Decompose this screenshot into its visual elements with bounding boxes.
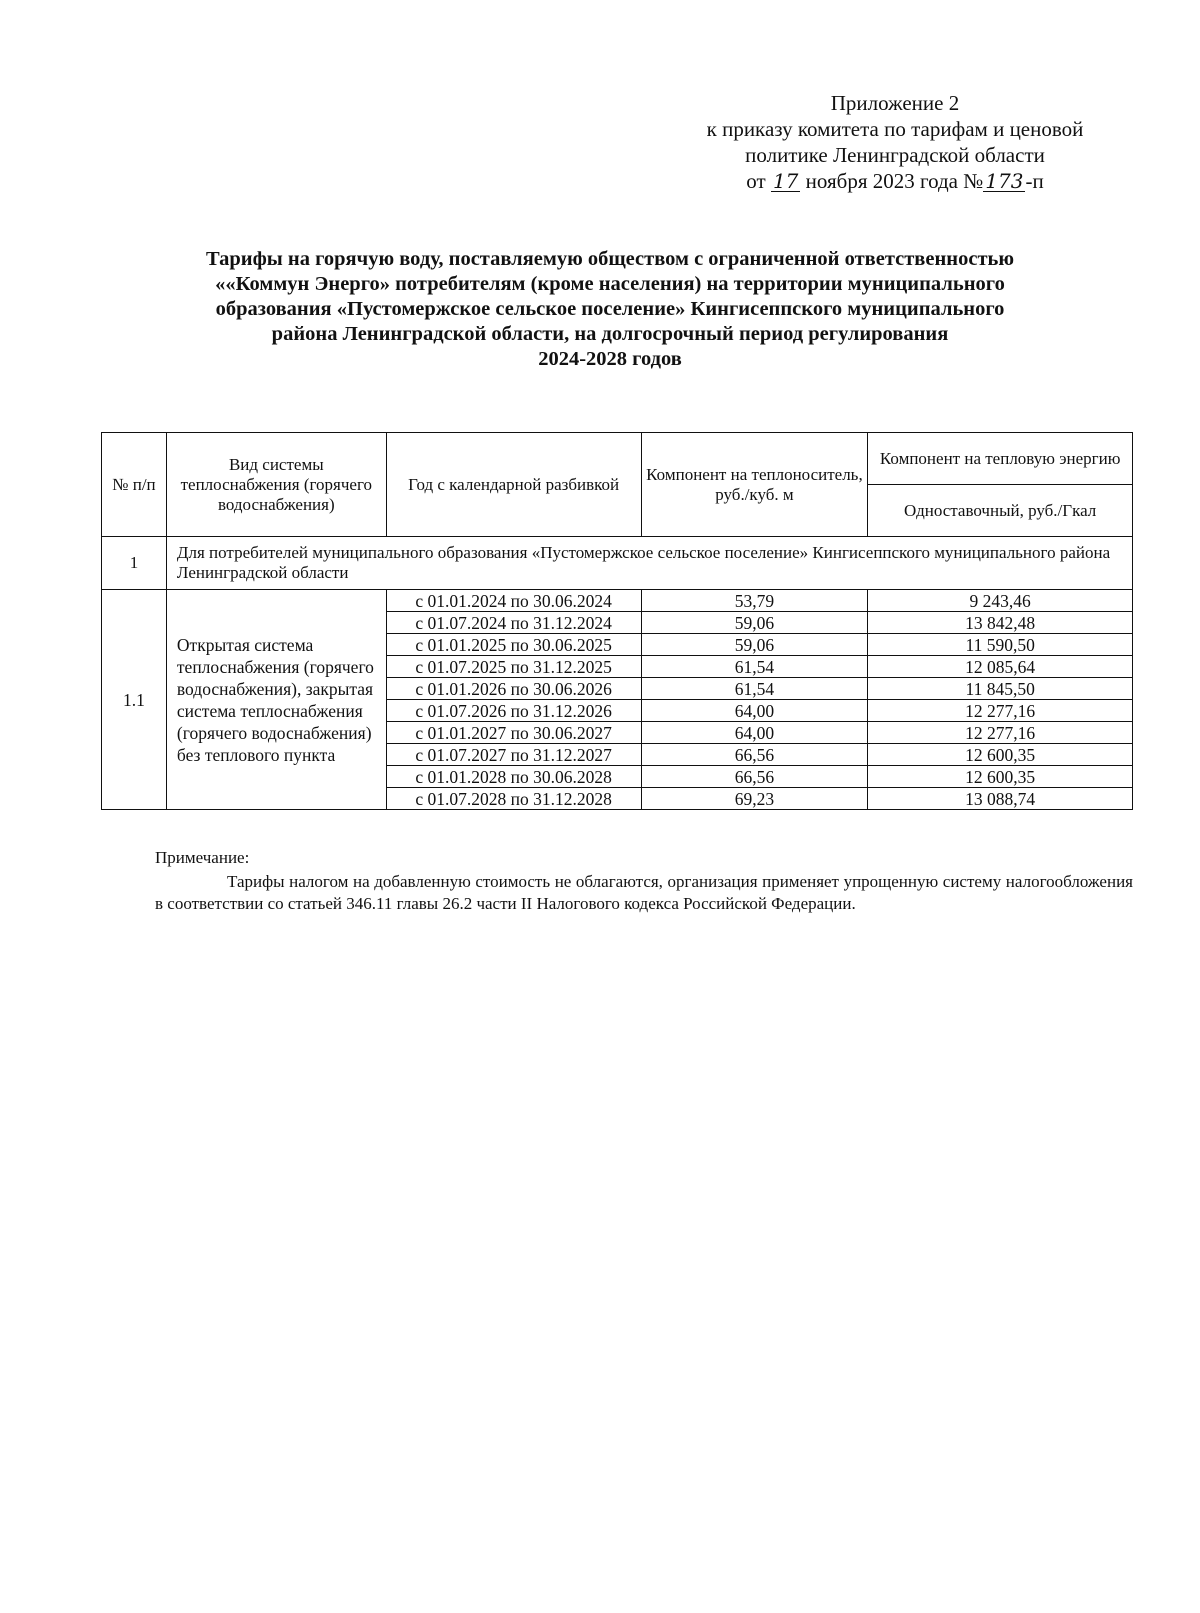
header-system: Вид системы теплоснабжения (горячего водоснабжения) (166, 433, 386, 537)
title-line-4: района Ленинградской области, на долгосрочный период регулирования (271, 323, 949, 345)
note-text: Тарифы налогом на добавленную стоимость не облагаются, организация применяет упрощенную систему налогообложения в соответствии со статьей 346.11 главы 26.2 части II Налогового кодекса Российской Федерации. (155, 872, 1133, 913)
thermal-value: 12 600,35 (868, 744, 1133, 766)
carrier-value: 69,23 (641, 788, 868, 810)
period-cell: с 01.01.2025 по 30.06.2025 (386, 634, 641, 656)
thermal-value: 12 085,64 (868, 656, 1133, 678)
period-cell: с 01.01.2028 по 30.06.2028 (386, 766, 641, 788)
annex-line-2: к приказу комитета по тарифам и ценовой (706, 117, 1084, 141)
period-cell: с 01.01.2026 по 30.06.2026 (386, 678, 641, 700)
period-cell: с 01.07.2024 по 31.12.2024 (386, 612, 641, 634)
header-thermal-sub: Одноставочный, руб./Гкал (868, 485, 1133, 537)
header-year: Год с календарной разбивкой (386, 433, 641, 537)
title-line-5: 2024-2028 годов (538, 348, 682, 370)
annex-number-suffix: -п (1025, 169, 1044, 193)
annex-header (660, 90, 1130, 194)
header-num: № п/п (102, 433, 167, 537)
handwritten-number: 173 (985, 169, 1024, 193)
header-carrier: Компонент на теплоноситель, руб./куб. м (641, 433, 868, 537)
subsection-num: 1.1 (102, 590, 167, 810)
carrier-value: 59,06 (641, 612, 868, 634)
period-cell: с 01.07.2027 по 31.12.2027 (386, 744, 641, 766)
note-heading: Примечание: (155, 848, 250, 867)
carrier-value: 53,79 (641, 590, 868, 612)
section-row (102, 537, 1133, 590)
document-title (110, 247, 1110, 372)
annex-line-3: политике Ленинградской области (745, 143, 1045, 167)
title-line-2: ««Коммун Энерго» потребителям (кроме населения) на территории муниципального (215, 273, 1005, 295)
annex-date-middle: ноября 2023 года № (805, 169, 984, 193)
thermal-value: 11 845,50 (868, 678, 1133, 700)
carrier-value: 64,00 (641, 700, 868, 722)
handwritten-day: 17 (772, 169, 799, 193)
system-type: Открытая система теплоснабжения (горячего водоснабжения), закрытая система теплоснабжения (горячего водоснабжения) без теплового пункта (166, 590, 386, 810)
carrier-value: 66,56 (641, 766, 868, 788)
carrier-value: 64,00 (641, 722, 868, 744)
period-cell: с 01.07.2025 по 31.12.2025 (386, 656, 641, 678)
thermal-value: 13 088,74 (868, 788, 1133, 810)
title-line-3: образования «Пустомержское сельское поселение» Кингисеппского муниципального (215, 298, 1005, 320)
carrier-value: 66,56 (641, 744, 868, 766)
period-cell: с 01.07.2028 по 31.12.2028 (386, 788, 641, 810)
thermal-value: 12 277,16 (868, 722, 1133, 744)
section-text: Для потребителей муниципального образования «Пустомержское сельское поселение» Кингисеппского муниципального района Ленинградской области (166, 537, 1132, 590)
thermal-value: 12 277,16 (868, 700, 1133, 722)
thermal-value: 13 842,48 (868, 612, 1133, 634)
period-cell: с 01.07.2026 по 31.12.2026 (386, 700, 641, 722)
table-row (102, 590, 1133, 612)
thermal-value: 11 590,50 (868, 634, 1133, 656)
title-line-1: Тарифы на горячую воду, поставляемую обществом с ограниченной ответственностью (205, 248, 1015, 270)
annex-line-1: Приложение 2 (830, 91, 960, 115)
carrier-value: 59,06 (641, 634, 868, 656)
header-thermal: Компонент на тепловую энергию (868, 433, 1133, 485)
thermal-value: 12 600,35 (868, 766, 1133, 788)
carrier-value: 61,54 (641, 678, 868, 700)
carrier-value: 61,54 (641, 656, 868, 678)
section-num: 1 (102, 537, 167, 590)
thermal-value: 9 243,46 (868, 590, 1133, 612)
tariff-table (101, 432, 1133, 810)
annex-date-line (660, 168, 1130, 194)
annex-date-prefix: от (746, 169, 766, 193)
period-cell: с 01.01.2027 по 30.06.2027 (386, 722, 641, 744)
period-cell: с 01.01.2024 по 30.06.2024 (386, 590, 641, 612)
